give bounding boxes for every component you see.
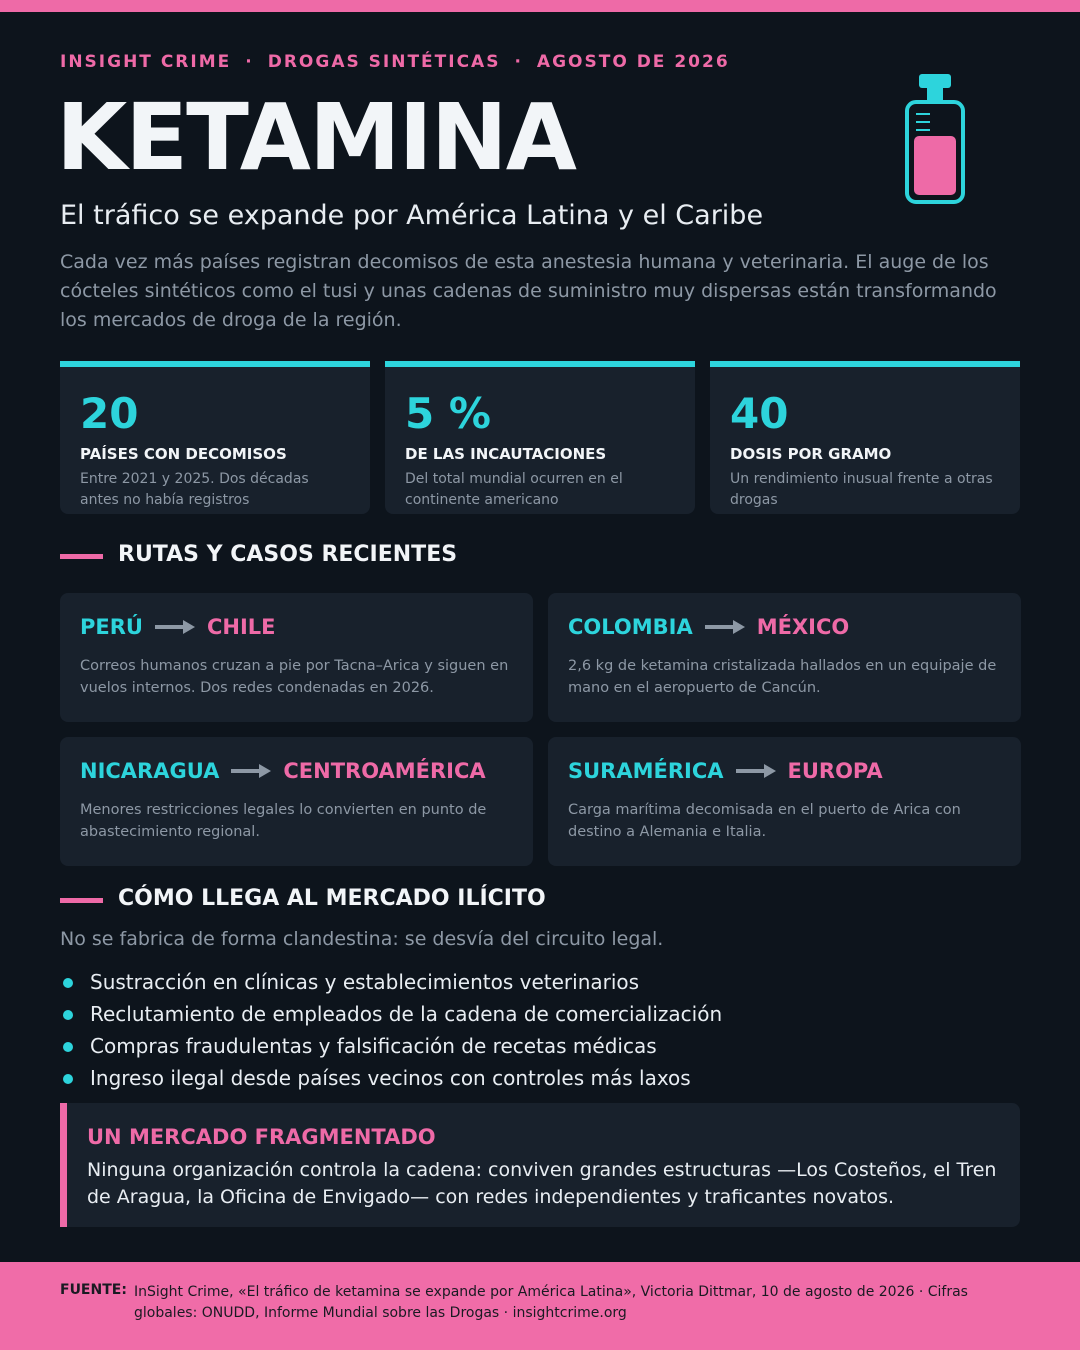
arrow-right-icon [155, 619, 195, 635]
footer [0, 1262, 1080, 1350]
route-description: Correos humanos cruzan a pie por Tacna–Arica y siguen en vuelos internos. Dos redes condenadas en 2026. [80, 658, 509, 696]
route-destination: EUROPA [787, 759, 883, 783]
footer-label: FUENTE: [60, 1282, 127, 1298]
route-card [60, 593, 533, 722]
arrow-right-icon [736, 763, 776, 779]
list-item-text: Ingreso ilegal desde países vecinos con controles más laxos [90, 1066, 691, 1090]
route-destination: CHILE [206, 615, 276, 639]
route-card [548, 737, 1021, 866]
route-origin: SURAMÉRICA [568, 759, 724, 783]
route-header [568, 613, 1001, 641]
route-destination: CENTROAMÉRICA [283, 759, 486, 783]
stat-label: DOSIS POR GRAMO [730, 445, 892, 463]
how-list [60, 966, 722, 1094]
route-header [568, 757, 1001, 785]
stat-description: Un rendimiento inusual frente a otras drogas [730, 471, 993, 508]
footer-source-text: InSight Crime, «El tráfico de ketamina se expande por América Latina», Victoria Dittmar, 10 de agosto de 2026 · Cifras globales: ONUDD, Informe Mundial sobre las Drogas · insightcrime.org [134, 1284, 968, 1321]
callout-box [60, 1103, 1020, 1227]
list-item-text: Sustracción en clínicas y establecimientos veterinarios [90, 970, 640, 994]
callout-body: Ninguna organización controla la cadena: conviven grandes estructuras —Los Costeños, el Tren de Aragua, la Oficina de Envigado— con redes independientes y traficantes novatos. [87, 1159, 997, 1208]
top-accent-bar [0, 0, 1080, 12]
how-intro: No se fabrica de forma clandestina: se desvía del circuito legal. [60, 928, 664, 950]
page-title: KETAMINA [56, 84, 575, 191]
page-subtitle: El tráfico se expande por América Latina y el Caribe [60, 200, 764, 231]
list-item [60, 966, 722, 998]
heading-accent-bar [60, 554, 103, 559]
kicker-separator: · [514, 52, 523, 72]
kicker-topic: DROGAS SINTÉTICAS [267, 52, 501, 72]
list-item-text: Compras fraudulentas y falsificación de recetas médicas [90, 1034, 657, 1058]
route-card [548, 593, 1021, 722]
stat-value: 40 [730, 389, 789, 438]
arrow-right-icon [705, 619, 745, 635]
route-description: Menores restricciones legales lo convierten en punto de abastecimiento regional. [80, 802, 487, 840]
stat-card [385, 361, 695, 514]
stat-value: 20 [80, 389, 139, 438]
list-item [60, 998, 722, 1030]
list-item [60, 1030, 722, 1062]
kicker-source: INSIGHT CRIME [60, 52, 232, 72]
vial-icon [900, 72, 970, 208]
route-origin: NICARAGUA [80, 759, 220, 783]
route-description: Carga marítima decomisada en el puerto de Arica con destino a Alemania e Italia. [568, 802, 961, 840]
callout-title: UN MERCADO FRAGMENTADO [87, 1125, 436, 1149]
routes-heading-text: RUTAS Y CASOS RECIENTES [118, 542, 458, 567]
list-item-text: Reclutamiento de empleados de la cadena de comercialización [90, 1002, 723, 1026]
kicker-separator: · [245, 52, 254, 72]
route-header [80, 757, 513, 785]
stat-label: PAÍSES CON DECOMISOS [80, 445, 287, 463]
bullet-dot [63, 978, 73, 988]
heading-accent-bar [60, 898, 103, 903]
arrow-right-icon [231, 763, 271, 779]
route-header [80, 613, 513, 641]
route-description: 2,6 kg de ketamina cristalizada hallados en un equipaje de mano en el aeropuerto de Cancún. [568, 658, 997, 696]
route-origin: COLOMBIA [568, 615, 693, 639]
kicker-date: AGOSTO DE 2026 [536, 52, 730, 72]
stat-label: DE LAS INCAUTACIONES [405, 445, 607, 463]
bullet-dot [63, 1010, 73, 1020]
route-destination: MÉXICO [756, 615, 850, 639]
list-item [60, 1062, 722, 1094]
stat-card [710, 361, 1020, 514]
stat-description: Entre 2021 y 2025. Dos décadas antes no había registros [80, 471, 309, 508]
stats-row [60, 361, 1020, 514]
stat-description: Del total mundial ocurren en el continente americano [405, 471, 623, 508]
how-heading-text: CÓMO LLEGA AL MERCADO ILÍCITO [118, 886, 546, 911]
bullet-dot [63, 1074, 73, 1084]
route-origin: PERÚ [80, 615, 143, 639]
kicker [60, 52, 730, 72]
bullet-dot [63, 1042, 73, 1052]
stat-value: 5 % [405, 389, 491, 438]
route-card [60, 737, 533, 866]
intro-paragraph: Cada vez más países registran decomisos de esta anestesia humana y veterinaria. El auge de los cócteles sintéticos como el tusi y unas cadenas de suministro muy dispersas están transformando los mercados de droga de la región. [60, 251, 997, 331]
stat-card [60, 361, 370, 514]
